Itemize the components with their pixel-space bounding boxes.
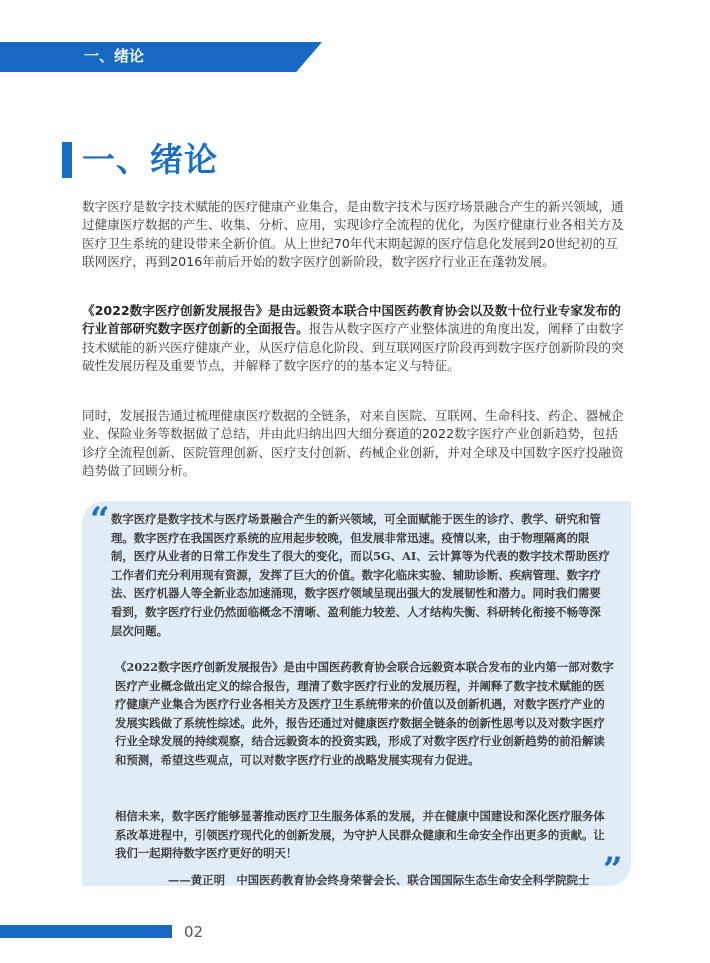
- quote-paragraph-3: 相信未来，数字医疗能够显著推动医疗卫生服务体系的发展，并在健康中国建设和深化医疗服务体系改革进程中，引领医疗现代化的创新发展，为守护人民群众健康和生命安全作出更多的贡献。让我们一起期待数字医疗更好的明天！: [115, 809, 605, 861]
- page-title: 一、绪论: [82, 140, 218, 179]
- intro-paragraph: 数字医疗是数字技术赋能的医疗健康产业集合，是由数字技术与医疗场景融合产生的新兴领域，通过健康医疗数据的产生、收集、分析、应用，实现诊疗全流程的优化，为医疗健康行业各相关方及医疗卫生系统的建设带来全新价值。从上世纪70年代末期起源的医疗信息化发展到20世纪初的互联网医疗，再到2016年前后开始的数字医疗创新阶段，数字医疗行业正在蓬勃发展。: [82, 199, 624, 269]
- quote-paragraph-1: 数字医疗是数字技术与医疗场景融合产生的新兴领域，可全面赋能于医生的诊疗、教学、研究和管理。数字医疗在我国医疗系统的应用起步较晚，但发展非常迅速。疫情以来，由于物理隔离的限制，医疗从业者的日常工作发生了很大的变化，而以5G、AI、云计算等为代表的数字技术帮助医疗工作者们充分利用现有资源，发挥了巨大的价值。数字化临床实验、辅助诊断、疾病管理、数字疗法、医疗机器人等全新业态加速涌现，数字医疗领域呈现出强大的发展韧性和潜力。同时我们需要看到，数字医疗行业仍然面临概念不清晰、盈利能力较差、人才结构失衡、科研转化衔接不畅等深层次问题。: [111, 512, 610, 638]
- quote-signature: ——黄正明 中国医药教育协会终身荣誉会长、联合国国际生态生命安全科学院院士: [168, 873, 590, 887]
- report-paragraph: [82, 302, 628, 375]
- open-quote-icon: “: [90, 500, 110, 540]
- quote-paragraph-2: 《2022数字医疗创新发展报告》是由中国医药教育协会联合远毅资本联合发布的业内第一部对数字医疗产业概念做出定义的综合报告，理清了数字医疗行业的发展历程，并阐释了数字技术赋能的医疗健康产业集合为医疗行业各相关方及医疗卫生系统带来的价值以及创新机遇，对数字医疗产业的发展实践做了系统性综述。此外，报告还通过对健康医疗数据全链条的创新性思考以及对数字医疗行业全球发展的持续观察，结合远毅资本的投资实践，形成了对数字医疗行业创新趋势的前沿解读和预测，希望这些观点，可以对数字医疗行业的战略发展实现有力促进。: [115, 660, 614, 767]
- close-quote-icon: ”: [603, 850, 623, 890]
- report-paragraph-rest: 报告从数字医疗产业整体演进的角度出发，阐释了由数字技术赋能的新兴医疗健康产业，从医疗信息化阶段、到互联网医疗阶段再到数字医疗创新阶段的突破性发展历程及重要节点，并解释了数字医疗的的基本定义与特征。: [82, 321, 624, 373]
- section-header-label: 一、绪论: [84, 47, 145, 65]
- footer-bar: [0, 925, 172, 938]
- summary-paragraph: 同时，发展报告通过梳理健康医疗数据的全链条，对来自医院、互联网、生命科技、药企、器械企业、保险业务等数据做了总结，并由此归纳出四大细分赛道的2022数字医疗产业创新趋势，包括诊疗全流程创新、医院管理创新、医疗支付创新、药械企业创新，并对全球及中国数字医疗投融资趋势做了回顾分析。: [82, 408, 624, 478]
- report-paragraph-bold: 《2022数字医疗创新发展报告》是由远毅资本联合中国医药教育协会以及数十位行业专家发布的行业首部研究数字医疗创新的全面报告。: [82, 303, 621, 337]
- section-header-bar: [0, 42, 322, 72]
- title-accent-bar: [62, 142, 72, 178]
- page-number: 02: [184, 923, 204, 941]
